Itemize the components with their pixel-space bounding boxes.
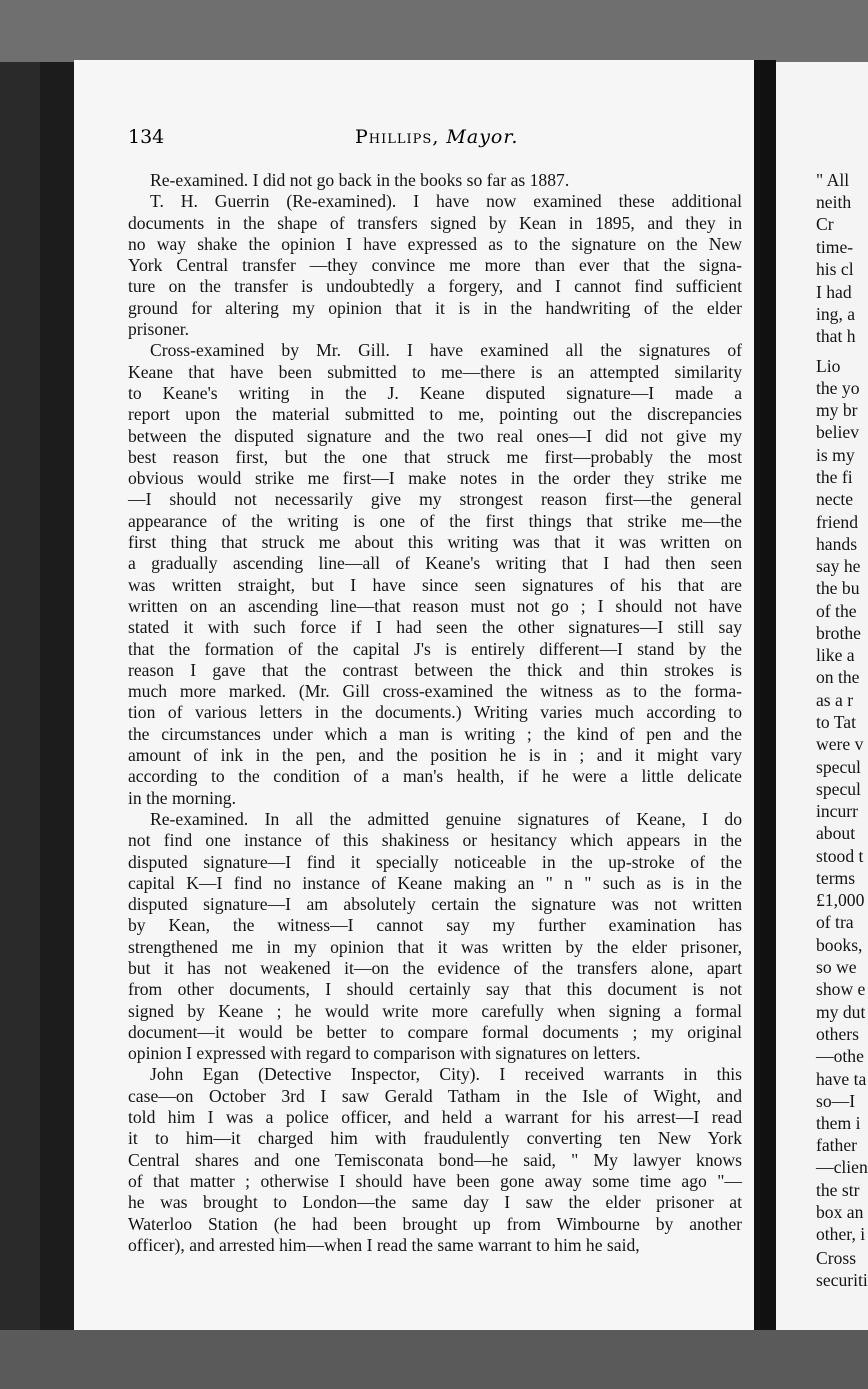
text-line: stated it with such force if I had seen the other signatures—I still say [128, 617, 742, 638]
text-line: Central shares and one Temisconata bond—he said, " My lawyer knows [128, 1149, 742, 1170]
facing-page-line: other, i [816, 1224, 866, 1244]
scan-background-top [0, 0, 868, 62]
facing-page-line: of tra [816, 912, 854, 932]
facing-page-line: about [816, 823, 856, 843]
text-line: that the formation of the capital J's is entirely different—I stand by the [128, 638, 742, 659]
facing-page-line: hands [816, 534, 858, 554]
text-line: a gradually ascending line—all of Keane's writing that I had then seen [128, 553, 742, 574]
facing-page-line: specul [816, 779, 861, 799]
text-line: in the morning. [128, 787, 236, 808]
book-gutter [754, 60, 776, 1332]
text-line: Re-examined. I did not go back in the books so far as 1887. [150, 170, 570, 190]
facing-page-line: to Tat [816, 712, 856, 732]
facing-page-line: say he [816, 556, 861, 576]
facing-page-line: is my [816, 445, 855, 465]
text-line: it to him—it charged him with fraudulently converting ten New York [128, 1128, 742, 1149]
text-line: opinion I expressed with regard to comparison with signatures on letters. [128, 1043, 641, 1064]
text-line: tion of various letters in the documents.) Writing varies much according to [128, 702, 742, 723]
text-line: according to the condition of a man's health, if he were a little delicate [128, 766, 742, 787]
text-line: obvious would strike me first—I make notes in the order they strike me [128, 468, 742, 489]
text-line: no way shake the opinion I have expressed as to the signature on the New [128, 233, 742, 254]
facing-page-line: the str [816, 1180, 860, 1200]
facing-page-line: like a [816, 645, 855, 665]
text-line: but it has not weakened it—on the evidence of the transfers alone, apart [128, 957, 742, 978]
facing-page-line: them i [816, 1113, 861, 1133]
text-line: case—on October 3rd I saw Gerald Tatham in the Isle of Wight, and [128, 1085, 742, 1106]
text-line: disputed signature—I find it specially noticeable in the up-stroke of the [128, 851, 742, 872]
facing-page-line: stood t [816, 846, 864, 866]
text-line: signed by Keane ; he would write more carefully when signing a formal [128, 1000, 742, 1021]
facing-page-line: securiti [816, 1270, 868, 1290]
facing-page-line: friend [816, 512, 859, 532]
facing-page-line: Cr [816, 214, 834, 234]
text-line: written on an ascending line—that reason must not go ; I should not have [128, 595, 742, 616]
facing-page-line: I had [816, 282, 852, 302]
text-line: by Kean, the witness—I cannot say my further examination has [128, 915, 742, 936]
facing-page-line: incurr [816, 801, 859, 821]
text-line: capital K—I find no instance of Keane making an " n " such as is in the [128, 872, 742, 893]
text-line: to Keane's writing in the J. Keane disputed signature—I made a [128, 382, 742, 403]
text-line: appearance of the writing is one of the first things that strike me—the [128, 510, 742, 531]
text-line: he was brought to London—the same day I saw the elder prisoner at [128, 1192, 742, 1213]
text-line: not find one instance of this shakiness or hesitancy which appears in the [128, 830, 742, 851]
text-line: first thing that struck me about this writing was that it was written on [128, 532, 742, 553]
facing-page-line: Cross [816, 1248, 857, 1268]
text-line: documents in the shape of transfers signed by Kean in 1895, and they in [128, 212, 742, 233]
page-header [0, 126, 868, 150]
facing-page-line: father [816, 1135, 858, 1155]
page-body-text [128, 170, 742, 1256]
text-line: Keane that have been submitted to me—there is an attempted similarity [128, 361, 742, 382]
facing-page-line: of the [816, 601, 857, 621]
text-line: told him I was a police officer, and held a warrant for his arrest—I read [128, 1107, 742, 1128]
facing-page-line: neith [816, 192, 852, 212]
facing-page-line: his cl [816, 259, 854, 279]
facing-page-line: Lio [816, 356, 841, 376]
facing-page-line: the yo [816, 378, 860, 398]
text-line: best reason first, but the one that struck me first—probably the most [128, 446, 742, 467]
text-line: the circumstances under which a man is writing ; the kind of pen and the [128, 723, 742, 744]
text-line: between the disputed signature and the two real ones—I did not give my [128, 425, 742, 446]
facing-page-line: £1,000 [816, 890, 865, 910]
running-head-title: Mayor. [446, 126, 519, 148]
facing-page-line: have ta [816, 1069, 867, 1089]
facing-page-line: the bu [816, 578, 860, 598]
text-line: document—it would be better to compare formal documents ; my original [128, 1021, 742, 1042]
facing-page-line: —othe [816, 1046, 864, 1066]
facing-page-line: my dut [816, 1002, 866, 1022]
facing-page-line: that h [816, 326, 856, 346]
page-number: 134 [128, 126, 165, 148]
text-line: much more marked. (Mr. Gill cross-examined the witness as to the forma- [128, 681, 742, 702]
text-line: York Central transfer —they convince me more than ever that the signa- [128, 255, 742, 276]
facing-page-line: time- [816, 237, 854, 257]
text-line: officer), and arrested him—when I read the same warrant to him he said, [128, 1234, 640, 1255]
text-line: of that matter ; otherwise I should have been gone away some time ago "— [128, 1170, 742, 1191]
text-line: was written straight, but I have since seen signatures of his that are [128, 574, 742, 595]
facing-page-line: my br [816, 400, 858, 420]
scan-background-bottom [0, 1330, 868, 1389]
facing-page-line: were v [816, 734, 864, 754]
text-line: from other documents, I should certainly say that this document is not [128, 979, 742, 1000]
text-line: strengthened me in my opinion that it was written by the elder prisoner, [128, 936, 742, 957]
facing-page-line: " All [816, 170, 850, 190]
facing-page-line: show e [816, 979, 866, 999]
facing-page-line: the fi [816, 467, 853, 487]
facing-page-line: —clien [816, 1157, 868, 1177]
text-line: —I should not necessarily give my strongest reason first—the general [128, 489, 742, 510]
facing-page-line: others [816, 1024, 859, 1044]
text-line: ture on the transfer is undoubtedly a forgery, and I cannot find sufficient [128, 276, 742, 297]
facing-page-line: books, [816, 935, 863, 955]
facing-page-line: ing, a [816, 304, 856, 324]
book-binding-left [40, 62, 74, 1330]
facing-page-line: necte [816, 489, 854, 509]
facing-page-line: believ [816, 422, 859, 442]
facing-page-line: so—I [816, 1091, 856, 1111]
facing-page-line: box an [816, 1202, 864, 1222]
text-line: disputed signature—I am absolutely certain the signature was not written [128, 894, 742, 915]
text-line: Re-examined. In all the admitted genuine signatures of Keane, I do [150, 808, 742, 829]
text-line: report upon the material submitted to me, pointing out the discrepancies [128, 404, 742, 425]
facing-page-line: on the [816, 667, 860, 687]
text-line: Waterloo Station (he had been brought up from Wimbourne by another [128, 1213, 742, 1234]
facing-page-line: so we [816, 957, 857, 977]
facing-page-line: as a r [816, 690, 854, 710]
text-line: T. H. Guerrin (Re-examined). I have now examined these additional [150, 191, 742, 212]
text-line: prisoner. [128, 319, 190, 340]
text-line: reason I gave that the contrast between the thick and thin strokes is [128, 659, 742, 680]
facing-page-line: terms [816, 868, 856, 888]
text-line: amount of ink in the pen, and the position he is in ; and it might vary [128, 745, 742, 766]
running-head-name: Phillips [355, 126, 433, 148]
text-line: John Egan (Detective Inspector, City). I received warrants in this [150, 1064, 742, 1085]
facing-page-line: brothe [816, 623, 861, 643]
text-line: ground for altering my opinion that it is in the handwriting of the elder [128, 297, 742, 318]
text-line: Cross-examined by Mr. Gill. I have examined all the signatures of [150, 340, 742, 361]
facing-page-line: specul [816, 757, 861, 777]
running-head: Phillips, Mayor. [355, 126, 519, 148]
